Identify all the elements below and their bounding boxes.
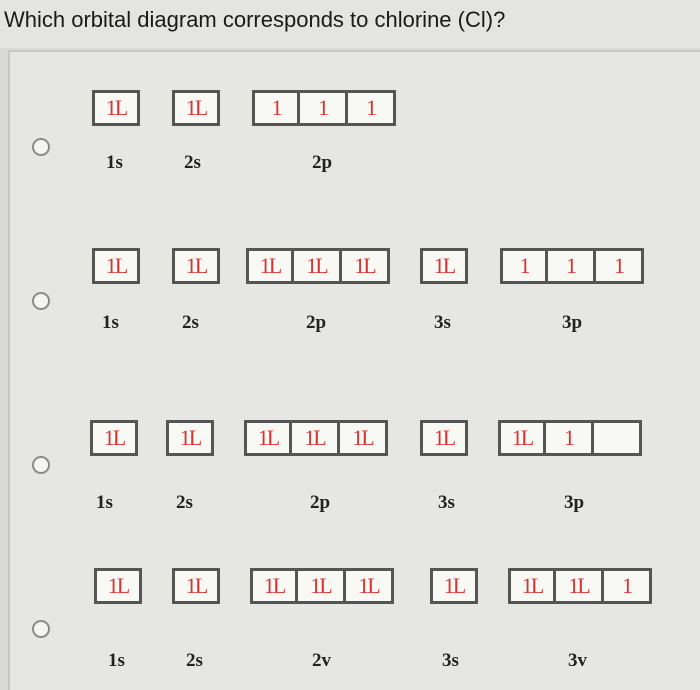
orbital-box: 1L [92,248,140,284]
orbital-box: 1 [596,248,644,284]
orbital-box: 1L [92,90,140,126]
orbital-label: 2p [312,152,333,173]
orbital-2s [166,420,214,456]
radio-button[interactable] [32,456,50,474]
orbital-label: 3p [562,312,583,333]
answer-option[interactable] [10,568,700,678]
answer-option[interactable] [10,420,700,530]
orbital-3s [420,420,468,456]
orbital-label: 2s [186,650,203,671]
orbital-label: 2p [310,492,331,513]
orbital-label: 2s [182,312,199,333]
orbital-label: 2s [176,492,193,513]
orbital-box [594,420,642,456]
orbital-1s [90,420,138,456]
orbital-box: 1 [604,568,652,604]
radio-button[interactable] [32,138,50,156]
orbital-box: 1L [342,248,390,284]
orbital-label: 1s [102,312,119,333]
orbital-label: 2v [312,650,331,671]
orbital-box: 1 [548,248,596,284]
orbital-box: 1L [172,568,220,604]
question-text: Which orbital diagram corresponds to chlorine (Cl)? [0,0,700,48]
orbital-box: 1L [430,568,478,604]
orbital-box: 1L [172,248,220,284]
orbital-1s [94,568,142,604]
orbital-box: 1L [250,568,298,604]
orbital-box: 1 [252,90,300,126]
orbital-box: 1L [244,420,292,456]
orbital-label: 1s [108,650,125,671]
answer-options-panel [8,50,700,690]
orbital-label: 3s [442,650,459,671]
orbital-box: 1L [294,248,342,284]
orbital-box: 1L [166,420,214,456]
orbital-box: 1L [346,568,394,604]
orbital-box: 1L [246,248,294,284]
orbital-box: 1L [498,420,546,456]
orbital-2p [250,568,394,604]
orbital-1s [92,90,140,126]
orbital-2s [172,568,220,604]
orbital-box: 1L [508,568,556,604]
orbital-3s [430,568,478,604]
orbital-2s [172,90,220,126]
orbital-label: 2p [306,312,327,333]
orbital-box: 1L [172,90,220,126]
orbital-box: 1L [298,568,346,604]
orbital-box: 1L [94,568,142,604]
orbital-3p [508,568,652,604]
orbital-box: 1 [348,90,396,126]
orbital-box: 1L [90,420,138,456]
orbital-label: 2s [184,152,201,173]
orbital-label: 1s [96,492,113,513]
orbital-box: 1L [292,420,340,456]
orbital-2s [172,248,220,284]
orbital-label: 3v [568,650,587,671]
radio-button[interactable] [32,620,50,638]
orbital-label: 3s [438,492,455,513]
orbital-box: 1L [340,420,388,456]
answer-option[interactable] [10,90,700,200]
orbital-box: 1L [420,420,468,456]
orbital-3p [498,420,642,456]
orbital-box: 1 [546,420,594,456]
orbital-box: 1L [420,248,468,284]
orbital-2p [246,248,390,284]
orbital-box: 1L [556,568,604,604]
orbital-2p [252,90,396,126]
orbital-label: 3s [434,312,451,333]
orbital-label: 3p [564,492,585,513]
orbital-box: 1 [500,248,548,284]
radio-button[interactable] [32,292,50,310]
answer-option[interactable] [10,248,700,358]
orbital-2p [244,420,388,456]
orbital-label: 1s [106,152,123,173]
orbital-box: 1 [300,90,348,126]
orbital-3s [420,248,468,284]
orbital-1s [92,248,140,284]
orbital-3p [500,248,644,284]
